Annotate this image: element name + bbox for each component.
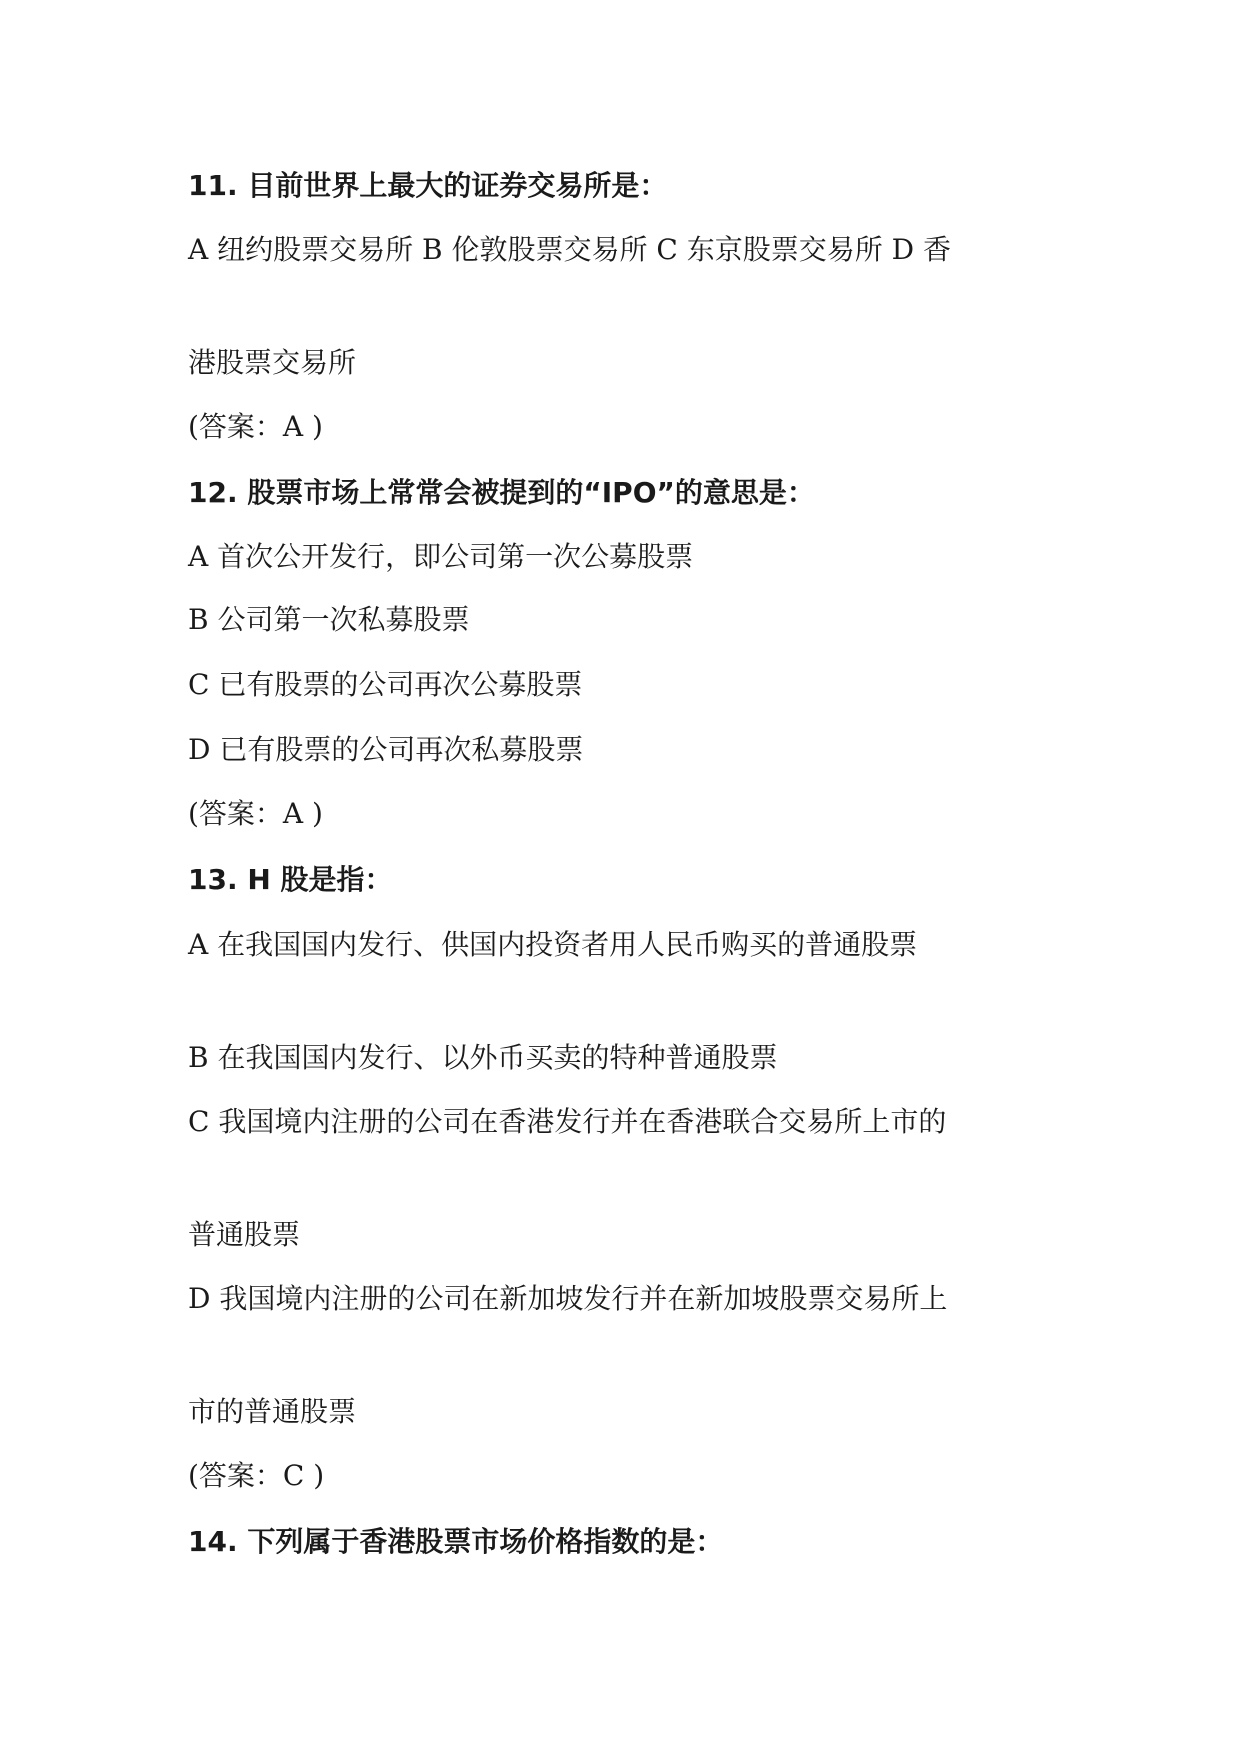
q13-option-b: B 在我国国内发行、以外币买卖的特种普通股票 — [188, 1041, 778, 1074]
question-14: 14. 下列属于香港股票市场价格指数的是： — [188, 1525, 724, 1558]
question-13: 13. H 股是指： — [188, 863, 393, 896]
q13-option-d-line-1: D 我国境内注册的公司在新加坡发行并在新加坡股票交易所上 — [188, 1282, 948, 1315]
q12-option-b: B 公司第一次私募股票 — [188, 603, 470, 636]
q13-option-c-line-1: C 我国境内注册的公司在香港发行并在香港联合交易所上市的 — [188, 1105, 947, 1138]
q13-option-a: A 在我国国内发行、供国内投资者用人民币购买的普通股票 — [188, 928, 918, 961]
q12-option-c: C 已有股票的公司再次公募股票 — [188, 668, 583, 701]
q13-answer: (答案：C ) — [188, 1459, 325, 1492]
q12-option-a: A 首次公开发行，即公司第一次公募股票 — [188, 540, 694, 573]
q12-option-d: D 已有股票的公司再次私募股票 — [188, 733, 584, 766]
q13-option-c-line-2: 普通股票 — [188, 1218, 301, 1251]
q11-options-line-2: 港股票交易所 — [188, 346, 357, 379]
q12-answer: (答案：A ) — [188, 797, 323, 830]
q11-options-line-1: A 纽约股票交易所 B 伦敦股票交易所 C 东京股票交易所 D 香 — [188, 233, 951, 266]
q11-answer: (答案：A ) — [188, 410, 323, 443]
question-11: 11. 目前世界上最大的证券交易所是： — [188, 169, 668, 202]
question-12: 12. 股票市场上常常会被提到的“IPO”的意思是： — [188, 476, 815, 509]
q13-option-d-line-2: 市的普通股票 — [188, 1395, 357, 1428]
